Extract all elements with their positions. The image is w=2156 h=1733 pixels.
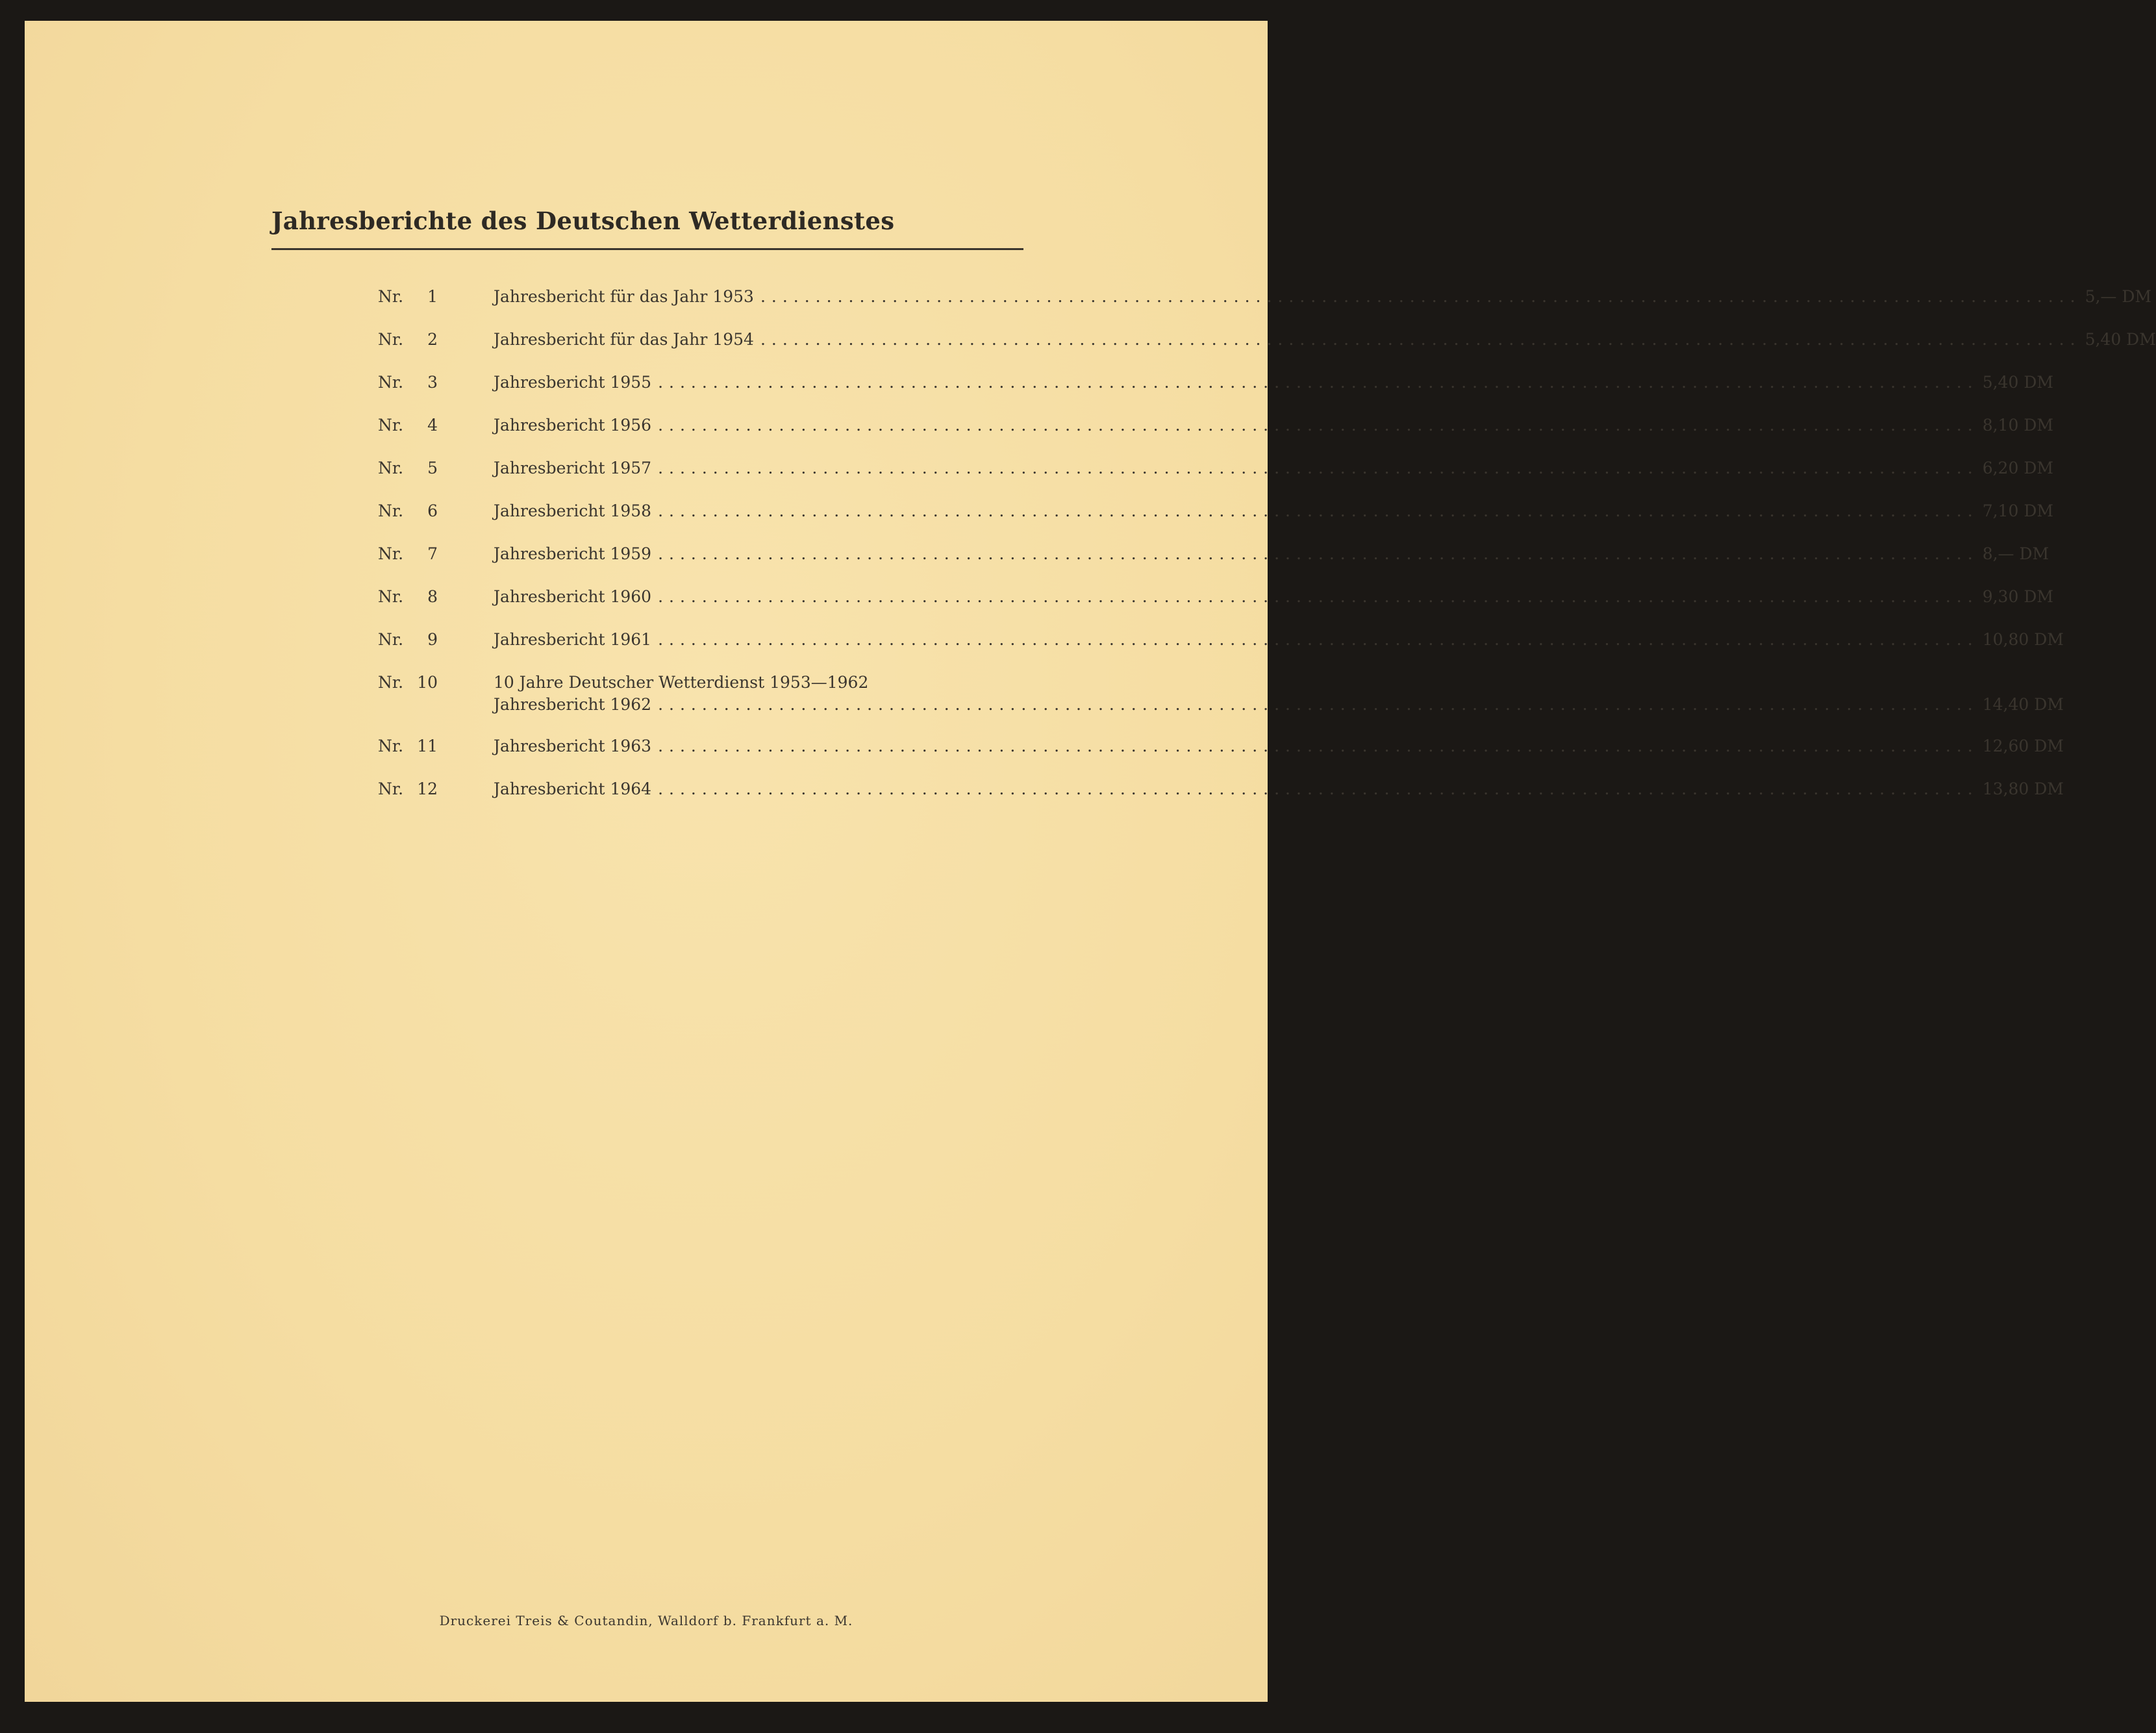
entry-body — [494, 287, 2152, 309]
dot-leader: ........................................................................................................................ — [658, 695, 1979, 714]
dot-leader: ........................................................................................................................ — [658, 630, 1979, 649]
entry-body — [494, 737, 2064, 759]
dot-leader: ........................................................................................................................ — [658, 737, 1979, 755]
entry-price: 12,60 DM — [1982, 737, 2064, 755]
entry-number-value: 5 — [427, 459, 438, 477]
entry-number-label: Nr. — [378, 673, 404, 692]
entry-number-value: 6 — [427, 501, 438, 520]
list-item — [378, 330, 2156, 352]
dot-leader: ........................................................................................................................ — [658, 779, 1979, 798]
entry-body — [494, 373, 2053, 395]
entry-number — [378, 330, 438, 349]
list-item — [378, 416, 2053, 438]
entry-price: 14,40 DM — [1982, 695, 2064, 714]
entry-number-label: Nr. — [378, 373, 404, 392]
entry-line — [494, 501, 2053, 524]
entry-number — [378, 416, 438, 435]
entry-number-value: 11 — [417, 737, 438, 755]
list-item — [378, 630, 2064, 652]
list-item — [378, 501, 2053, 524]
entry-number-label: Nr. — [378, 737, 404, 755]
entry-number — [378, 459, 438, 477]
document-page — [25, 21, 2156, 1702]
entry-number-value: 8 — [427, 587, 438, 606]
entry-number-label: Nr. — [378, 544, 404, 563]
entry-number-label: Nr. — [378, 779, 404, 798]
entry-line — [494, 737, 2064, 759]
entry-number — [378, 587, 438, 606]
entry-price: 5,40 DM — [2085, 330, 2156, 349]
entry-number — [378, 673, 438, 692]
entry-body — [494, 544, 2049, 566]
entry-title: Jahresbericht für das Jahr 1954 — [494, 330, 754, 349]
entry-line — [494, 630, 2064, 652]
entry-title: Jahresbericht 1956 — [494, 416, 652, 435]
entry-body — [494, 330, 2156, 352]
entry-price: 6,20 DM — [1982, 459, 2053, 477]
entry-price: 9,30 DM — [1982, 587, 2053, 606]
entry-number — [378, 630, 438, 649]
entry-line — [494, 416, 2053, 438]
entry-number-label: Nr. — [378, 330, 404, 349]
entry-title: Jahresbericht 1963 — [494, 737, 652, 755]
entry-subtitle: 10 Jahre Deutscher Wetterdienst 1953—1962 — [494, 673, 869, 692]
entry-number — [378, 373, 438, 392]
dot-leader: ........................................................................................................................ — [658, 544, 1979, 563]
list-item — [378, 287, 2152, 309]
entry-line — [494, 373, 2053, 395]
entry-number-value: 7 — [427, 544, 438, 563]
entry-title: Jahresbericht 1960 — [494, 587, 652, 606]
entry-body — [494, 459, 2053, 481]
entry-price: 5,— DM — [2085, 287, 2152, 306]
entry-body — [494, 630, 2064, 652]
entry-body — [494, 416, 2053, 438]
entry-number-value: 10 — [417, 673, 438, 692]
entry-body — [494, 779, 2064, 802]
entry-number-value: 12 — [417, 779, 438, 798]
list-item — [378, 737, 2064, 759]
entry-number — [378, 779, 438, 798]
entry-body — [494, 587, 2053, 609]
entry-line — [494, 695, 2064, 717]
entry-price: 8,10 DM — [1982, 416, 2053, 435]
entry-number-value: 2 — [427, 330, 438, 349]
entry-body — [494, 673, 2064, 717]
list-item — [378, 587, 2053, 609]
dot-leader: ........................................................................................................................ — [760, 330, 2081, 349]
entry-price: 10,80 DM — [1982, 630, 2064, 649]
dot-leader: ........................................................................................................................ — [658, 373, 1979, 392]
dot-leader: ........................................................................................................................ — [658, 587, 1979, 606]
list-item — [378, 673, 2064, 717]
printer-imprint: Druckerei Treis & Coutandin, Walldorf b. Frankfurt a. M. — [439, 1613, 853, 1628]
page-title: Jahresberichte des Deutschen Wetterdienstes — [271, 207, 895, 235]
entry-line — [494, 587, 2053, 609]
entry-number-label: Nr. — [378, 459, 404, 477]
dot-leader: ........................................................................................................................ — [760, 287, 2081, 306]
entry-line — [494, 330, 2156, 352]
entry-number-label: Nr. — [378, 416, 404, 435]
entry-price: 7,10 DM — [1982, 501, 2053, 520]
entry-number-label: Nr. — [378, 587, 404, 606]
entry-title: Jahresbericht 1961 — [494, 630, 652, 649]
entry-number-value: 3 — [427, 373, 438, 392]
entry-title: Jahresbericht 1964 — [494, 779, 652, 798]
entry-number-value: 1 — [427, 287, 438, 306]
entry-title: Jahresbericht für das Jahr 1953 — [494, 287, 754, 306]
entry-number-value: 4 — [427, 416, 438, 435]
entry-number — [378, 544, 438, 563]
list-item — [378, 779, 2064, 802]
list-item — [378, 373, 2053, 395]
entry-price: 8,— DM — [1982, 544, 2049, 563]
entry-number-label: Nr. — [378, 501, 404, 520]
entry-line — [494, 459, 2053, 481]
entry-line — [494, 779, 2064, 802]
title-rule — [271, 248, 1023, 250]
entry-number-label: Nr. — [378, 287, 404, 306]
entry-body — [494, 501, 2053, 524]
list-item — [378, 459, 2053, 481]
entry-title: Jahresbericht 1962 — [494, 695, 652, 714]
entry-number — [378, 737, 438, 755]
entry-title: Jahresbericht 1955 — [494, 373, 652, 392]
entry-title: Jahresbericht 1959 — [494, 544, 652, 563]
entry-line — [494, 287, 2152, 309]
dot-leader: ........................................................................................................................ — [658, 501, 1979, 520]
entry-title: Jahresbericht 1958 — [494, 501, 652, 520]
entry-line — [494, 544, 2049, 566]
dot-leader: ........................................................................................................................ — [658, 416, 1979, 435]
entry-number — [378, 287, 438, 306]
entry-number-label: Nr. — [378, 630, 404, 649]
entry-title: Jahresbericht 1957 — [494, 459, 652, 477]
entry-price: 5,40 DM — [1982, 373, 2053, 392]
entry-number — [378, 501, 438, 520]
entry-number-value: 9 — [427, 630, 438, 649]
dot-leader: ........................................................................................................................ — [658, 459, 1979, 477]
list-item — [378, 544, 2049, 566]
entry-price: 13,80 DM — [1982, 779, 2064, 798]
